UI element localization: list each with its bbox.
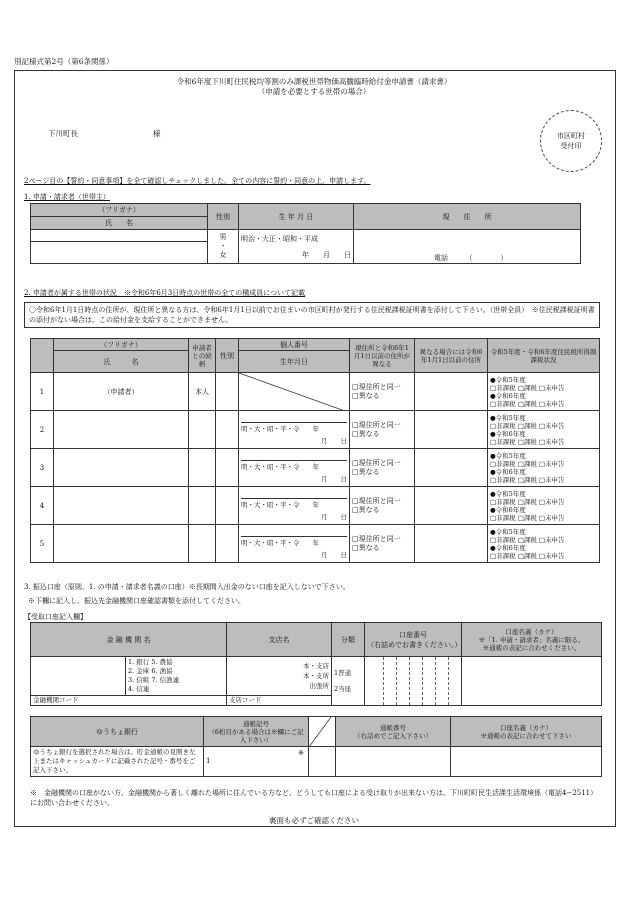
row-sex[interactable] <box>216 487 239 525</box>
bank-account-table <box>30 622 602 706</box>
row-mynumber-dob[interactable]: 明・大・昭・平・令 年 月 日 <box>239 525 350 563</box>
dob-field[interactable] <box>239 230 354 264</box>
row-name[interactable] <box>54 525 189 563</box>
branch-code-input[interactable]: 支店コード <box>227 695 332 705</box>
row-addr-check[interactable]: □現住所と同一 □異なる <box>350 449 415 487</box>
holder-header: 口座名義（カナ） ※「1. 申請・請求者」名義に限る。 ※通帳の表記に合わせください。 <box>462 623 602 657</box>
account-no-header: 口座番号 （右詰めでお書きください。） <box>365 623 462 657</box>
account-number-input[interactable] <box>365 657 462 706</box>
household-table <box>30 338 600 563</box>
sex-options[interactable]: 男 ・ 女 <box>208 230 239 264</box>
row-relation[interactable] <box>189 525 216 563</box>
yucho-symbol-input[interactable] <box>204 747 309 777</box>
bank-code-input[interactable]: 金融機関コード <box>31 695 227 705</box>
furigana-header: （フリガナ） <box>31 204 208 217</box>
row-relation: 本人 <box>189 373 216 411</box>
row-tax-status[interactable]: ●令和5年度 □非課税 □課税 □未申告 ●令和6年度 □非課税 □課税 □未申告 <box>488 525 600 563</box>
row-prev-address[interactable] <box>415 487 488 525</box>
branch-input[interactable]: 本・支店 本・支所 出張所 <box>227 657 332 696</box>
row-tax-status[interactable]: ●令和5年度 □非課税 □課税 □未申告 ●令和6年度 □非課税 □課税 □未申告 <box>488 411 600 449</box>
yucho-label: ゆうちょ銀行 <box>31 717 204 747</box>
section3-heading: 3. 振込口座（原則、1. の申請・請求者名義の口座）※長期間入出金のない口座を記入しないで下さい。 <box>24 583 350 591</box>
row-name[interactable] <box>54 373 189 411</box>
era-options: 明治・大正・昭和・平成 <box>241 234 318 243</box>
row-relation[interactable] <box>189 487 216 525</box>
row-prev-address[interactable] <box>415 411 488 449</box>
yucho-slash-cell <box>309 717 336 747</box>
row-mynumber-dob[interactable]: 明・大・昭・平・令 年 月 日 <box>239 487 350 525</box>
row-tax-status[interactable]: ●令和5年度 □非課税 □課税 □未申告 ●令和6年度 □非課税 □課税 □未申告 <box>488 487 600 525</box>
dob-ymd: 年 月 日 <box>302 250 351 259</box>
row-addr-check[interactable]: □現住所と同一 □異なる <box>350 487 415 525</box>
row-no: 3 <box>31 449 54 487</box>
row-sex[interactable] <box>216 525 239 563</box>
yucho-holder-input[interactable] <box>451 747 602 777</box>
h-tax: 令和5年度・令和6年度住民税所得割課税状況 <box>488 339 600 373</box>
h-same-addr: 現住所と令和6年1月1日以前の住所が異なる <box>350 339 415 373</box>
stamp-line1: 市区町村 <box>557 132 585 140</box>
stamp-line2: 受付印 <box>560 142 582 150</box>
dob-header: 生 年 月 日 <box>239 204 354 230</box>
section1-heading: 1. 申請・請求者（世帯主） <box>24 193 110 201</box>
bank-name-input[interactable] <box>31 657 126 696</box>
form-subtitle: （申請を必要とする世帯の場合） <box>257 87 371 96</box>
row-name[interactable] <box>54 449 189 487</box>
phone-label: 電話 （ ） <box>434 254 508 262</box>
row-name[interactable] <box>54 487 189 525</box>
yucho-holder-header: 口座名義（カナ） ※通帳の表記に合わせて下さい <box>451 717 602 747</box>
row-mynumber-dob[interactable] <box>239 373 350 411</box>
row-no: 1 <box>31 373 54 411</box>
row-sex[interactable] <box>216 373 239 411</box>
furigana-input[interactable] <box>31 230 208 242</box>
row-relation[interactable] <box>189 449 216 487</box>
yucho-number-input[interactable] <box>336 747 451 777</box>
household-row <box>31 411 600 449</box>
diagonal-slash <box>309 717 331 747</box>
declaration: 2ページ目の【誓約・同意事項】を全て確認しチェックしました。全ての内容に誓約・同意の上、申請します。 <box>24 177 371 185</box>
row-addr-check[interactable]: □現住所と同一 □異なる <box>350 373 415 411</box>
h-furigana: （フリガナ） <box>54 339 189 351</box>
row-no: 2 <box>31 411 54 449</box>
yucho-asterisk: ※ <box>298 749 304 757</box>
bank-type-options[interactable]: 1. 銀行 5. 農協 2. 金庫 6. 漁協 3. 信組 7. 信漁連 4. 信連 <box>126 657 227 696</box>
branch-header: 支店名 <box>227 623 332 657</box>
yucho-one: 1 <box>206 757 211 765</box>
row-relation[interactable] <box>189 411 216 449</box>
row-name[interactable] <box>54 411 189 449</box>
account-box-label: 【受取口座記入欄】 <box>24 613 87 621</box>
addressee: 下川町長 <box>48 129 78 138</box>
row-mynumber-dob[interactable]: 明・大・昭・平・令 年 月 日 <box>239 411 350 449</box>
row-tax-status[interactable]: ●令和5年度 □非課税 □課税 □未申告 ●令和6年度 □非課税 □課税 □未申告 <box>488 449 600 487</box>
yucho-table <box>30 716 602 777</box>
h-sex: 性別 <box>216 339 239 373</box>
address-field[interactable] <box>354 230 581 264</box>
account-holder-input[interactable] <box>462 657 602 706</box>
address-header: 現 住 所 <box>354 204 581 230</box>
yucho-symbol-header: 通帳記号 （6桁目がある場合は※欄にご記入下さい） <box>204 717 309 747</box>
bank-name-header: 金 融 機 関 名 <box>31 623 227 657</box>
h-relation: 申請者との続柄 <box>189 339 216 373</box>
footer-note: 裏面も必ずご確認ください <box>269 816 359 825</box>
reception-stamp <box>540 110 602 172</box>
yucho-description: ゆうちょ銀行を選択された場合は、貯金通帳の見開き左上またはキャッシュカードに記載された記号・番号をご記入下さい。 <box>31 747 204 777</box>
row-no: 5 <box>31 525 54 563</box>
honorific: 様 <box>153 129 161 138</box>
row-sex[interactable] <box>216 449 239 487</box>
form-title: 令和6年度下川町住民税均等割のみ課税世帯物価高騰臨時給付金申請書（請求書） <box>176 77 452 86</box>
row-addr-check[interactable]: □現住所と同一 □異なる <box>350 411 415 449</box>
row-prev-address[interactable] <box>415 525 488 563</box>
row-addr-check[interactable]: □現住所と同一 □異なる <box>350 525 415 563</box>
row-prev-address[interactable] <box>415 373 488 411</box>
section2-notice: 〇令和6年1月1日時点の住所が、現住所と異なる方は、令和6年1月1日以前でお住まいの市区町村が発行する住民税課税証明書を添付して下さい。（世帯全員） ※住民税課税証明書の添付がない場合は、この給付金を支給することができません。 <box>24 302 600 328</box>
h-name: 氏 名 <box>54 351 189 373</box>
row-mynumber-dob[interactable]: 明・大・昭・平・令 年 月 日 <box>239 449 350 487</box>
row-sex[interactable] <box>216 411 239 449</box>
section3-footnote: ※ 金融機関の口座がない方、金融機関から著しく離れた場所に住んでいる方など、どうしても口座による受け取りが出来ない方は、下川町町民生活課生活環境係（電話4−2511）にお問い合わせください。 <box>30 789 594 807</box>
type-header: 分類 <box>332 623 365 657</box>
household-row <box>31 449 600 487</box>
h-diff-addr: 異なる場合には令和6年1月1日以前の住所 <box>415 339 488 373</box>
account-type-options[interactable]: 1普通 2当座 <box>332 657 365 706</box>
household-row <box>31 373 600 411</box>
applicant-table <box>30 203 581 264</box>
name-header: 氏 名 <box>31 217 208 230</box>
form-code: 別記様式第2号（第6条関係） <box>14 57 114 66</box>
h-dob: 生年月日 <box>239 351 350 373</box>
row-tax-status[interactable]: ●令和5年度 □非課税 □課税 □未申告 ●令和6年度 □非課税 □課税 □未申告 <box>488 373 600 411</box>
section2-heading: 2. 申請者が属する世帯の状況 ※令和6年6月3日時点の世帯の全ての構成員について記載 <box>24 289 306 297</box>
diagonal-slash <box>239 373 345 411</box>
yucho-number-header: 通帳番号 （右詰めでご記入下さい） <box>336 717 451 747</box>
section3-note: ※下欄に記入し、振込先金融機関口座確認書類を添付してください。 <box>28 597 245 605</box>
row-no: 4 <box>31 487 54 525</box>
sex-header: 性別 <box>208 204 239 230</box>
name-input[interactable] <box>31 242 208 264</box>
household-row <box>31 487 600 525</box>
household-row <box>31 525 600 563</box>
h-mynumber: 個人番号 <box>239 339 350 351</box>
yucho-symbol-extra[interactable] <box>309 747 336 777</box>
applicant-label: （申請者） <box>103 387 139 396</box>
row-prev-address[interactable] <box>415 449 488 487</box>
